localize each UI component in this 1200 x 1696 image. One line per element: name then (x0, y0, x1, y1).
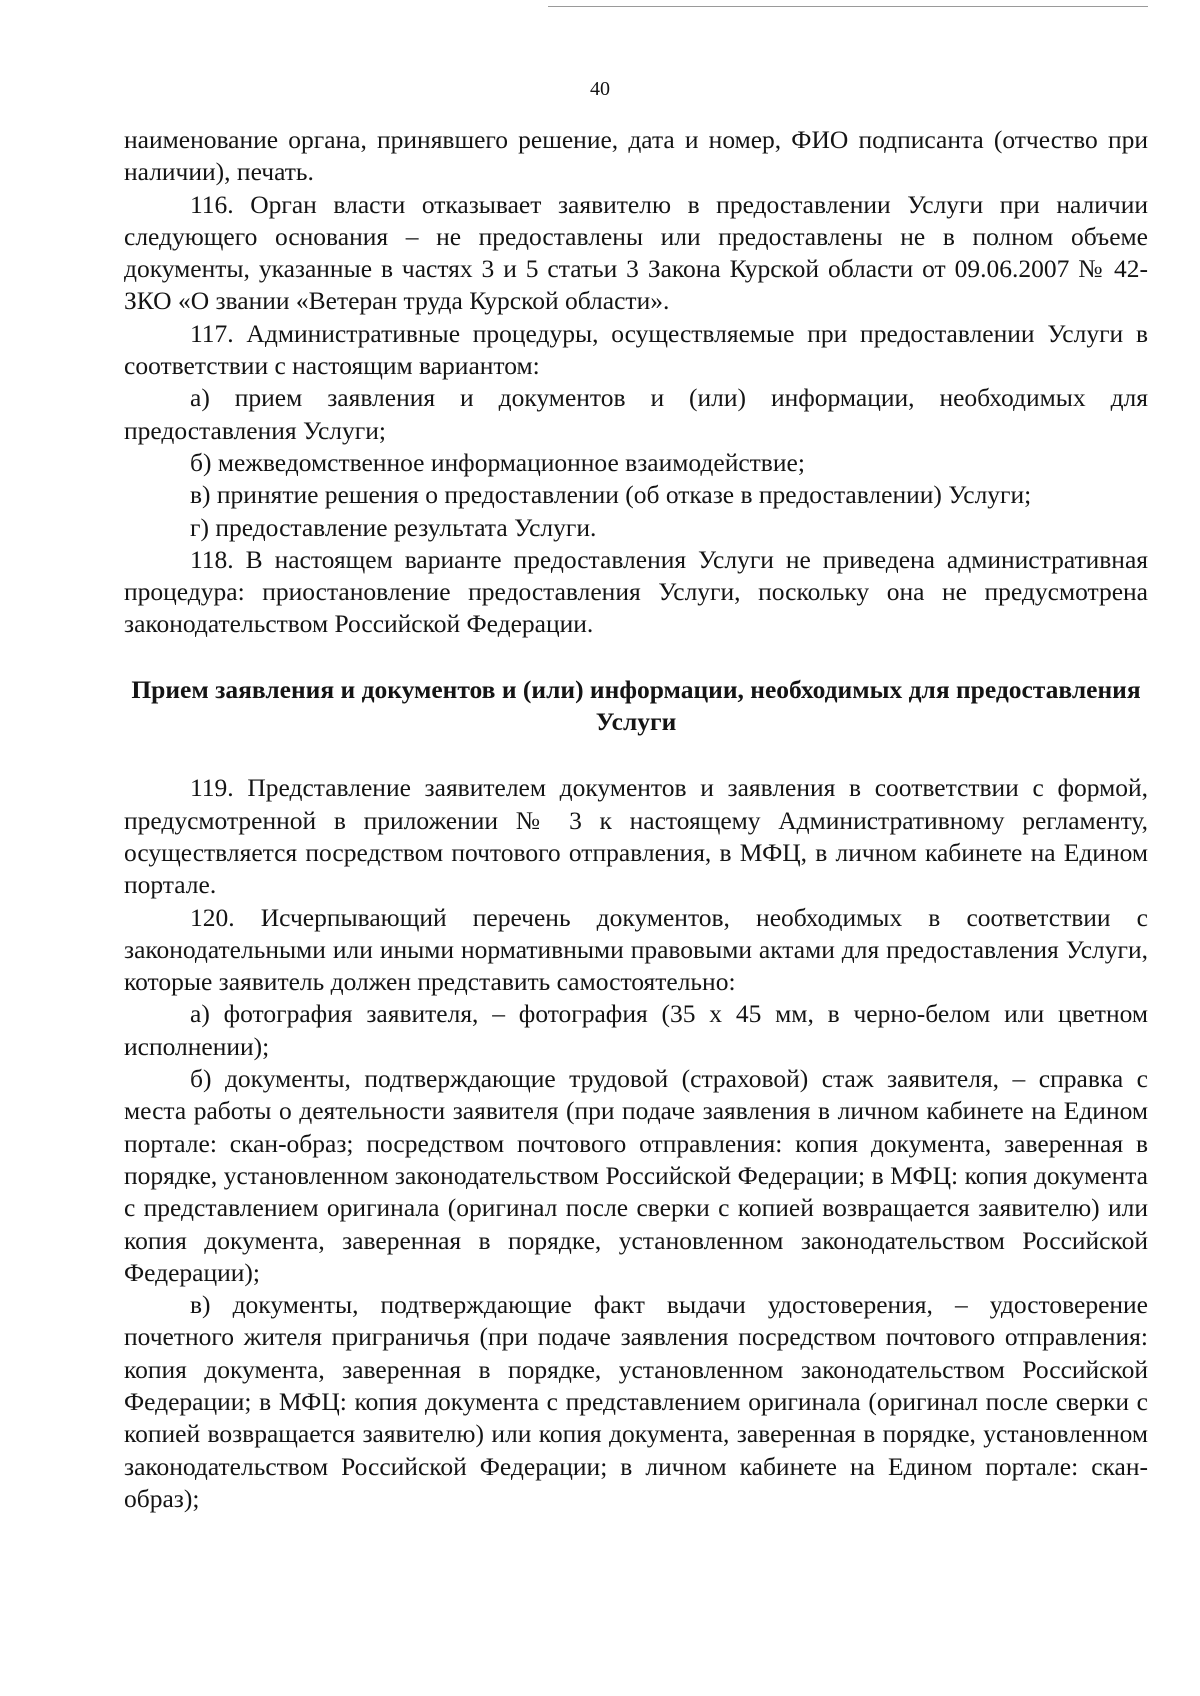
paragraph-117: 117. Административные процедуры, осуществляемые при предоставлении Услуги в соответствии с настоящим вариантом: (124, 318, 1148, 381)
paragraph-116: 116. Орган власти отказывает заявителю в предоставлении Услуги при наличии следующего основания – не предоставлены или предоставлены не в полном объеме документы, указанные в частях 3 и 5 статьи 3 Закона Курской области от 09.06.2007 № 42-ЗКО «О звании «Ветеран труда Курской области». (124, 189, 1148, 316)
list-item-120-c: в) документы, подтверждающие факт выдачи удостоверения, – удостоверение почетного жителя приграничья (при подаче заявления посредством почтового отправления: копия документа, заверенная в порядке, установленном законодательством Российской Федерации; в МФЦ: копия документа с представлением оригинала (оригинал после сверки с копией возвращается заявителю) или копия документа, заверенная в порядке, установленном законодательством Российской Федерации; в личном кабинете на Едином портале: скан-образ); (124, 1290, 1148, 1513)
list-item-117-a: а) прием заявления и документов и (или) информации, необходимых для предоставления Услуги; (124, 383, 1148, 445)
list-item-117-d: г) предоставление результата Услуги. (190, 512, 597, 542)
list-item-117-c: в) принятие решения о предоставлении (об отказе в предоставлении) Услуги; (190, 480, 1032, 510)
section-heading: Прием заявления и документов и (или) информации, необходимых для предоставления Услуги (131, 674, 1141, 737)
list-item-120-b: б) документы, подтверждающие трудовой (страховой) стаж заявителя, – справка с места работы о деятельности заявителя (при подаче заявления в личном кабинете на Едином портале: скан-образ; посредством почтового отправления: копия документа, заверенная в порядке, установленном законодательством Российской Федерации; в МФЦ: копия документа с представлением оригинала (оригинал после сверки с копией возвращается заявителю) или копия документа, заверенная в порядке, установленном законодательством Российской Федерации); (124, 1064, 1148, 1287)
top-rule (548, 6, 1148, 7)
paragraph-intro: наименование органа, принявшего решение, дата и номер, ФИО подписанта (отчество при наличии), печать. (124, 125, 1148, 187)
list-item-120-a: а) фотография заявителя, – фотография (35 x 45 мм, в черно-белом или цветном исполнении); (124, 999, 1148, 1061)
document-body (124, 124, 1148, 1515)
paragraph-119: 119. Представление заявителем документов и заявления в соответствии с формой, предусмотренной в приложении № 3 к настоящему Административному регламенту, осуществляется посредством почтового отправления, в МФЦ, в личном кабинете на Едином портале. (124, 773, 1148, 900)
page-number: 40 (590, 78, 610, 100)
paragraph-118: 118. В настоящем варианте предоставления Услуги не приведена административная процедура: приостановление предоставления Услуги, поскольку она не предусмотрена законодательством Российской Федерации. (124, 544, 1148, 639)
list-item-117-b: б) межведомственное информационное взаимодействие; (190, 447, 805, 477)
paragraph-120: 120. Исчерпывающий перечень документов, необходимых в соответствии с законодательными или иными нормативными правовыми актами для предоставления Услуги, которые заявитель должен представить самостоятельно: (124, 902, 1148, 997)
